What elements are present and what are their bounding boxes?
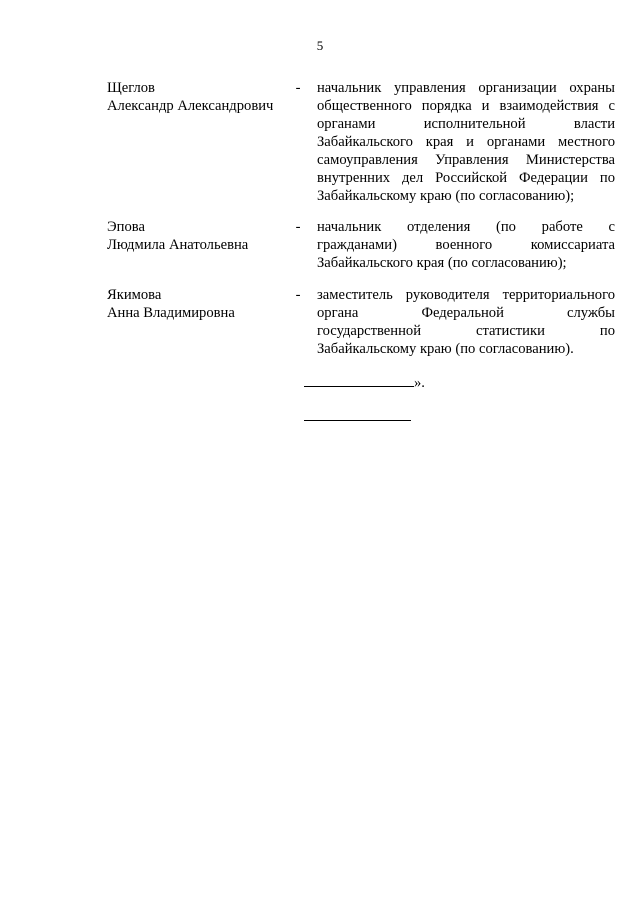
position-line: начальник управления организации охраны: [317, 80, 615, 96]
member-given-names: Александр Александрович: [107, 98, 274, 114]
member-surname: Якимова: [107, 287, 162, 303]
member-position: [317, 79, 615, 205]
closing-quote-mark: ».: [414, 375, 425, 391]
position-line: внутренних дел Российской Федерации по: [317, 170, 615, 186]
member-given-names: Анна Владимировна: [107, 305, 235, 321]
entry-dash: -: [295, 287, 301, 303]
entry-dash: -: [295, 219, 301, 235]
entry-dash: -: [295, 80, 301, 96]
position-line: самоуправления Управления Министерства: [317, 152, 615, 168]
member-surname: Щеглов: [107, 80, 155, 96]
position-line: начальник отделения (по работе с: [317, 219, 615, 235]
position-line: Забайкальского края и органами местного: [317, 134, 615, 150]
position-line: государственной статистики по: [317, 323, 615, 339]
position-line: органами исполнительной власти: [317, 116, 615, 132]
position-line: общественного порядка и взаимодействия с: [317, 98, 615, 114]
end-separator-line: [304, 420, 411, 421]
position-line: заместитель руководителя территориального: [317, 287, 615, 303]
closing-underline: [304, 372, 414, 387]
member-name: [107, 79, 287, 115]
member-given-names: Людмила Анатольевна: [107, 237, 249, 253]
closing-line: [304, 372, 425, 392]
position-line: Забайкальского края (по согласованию);: [317, 255, 567, 271]
member-position: [317, 286, 615, 358]
member-name: [107, 286, 287, 322]
position-line: органа Федеральной службы: [317, 305, 615, 321]
member-name: [107, 218, 287, 254]
position-line: гражданами) военного комиссариата: [317, 237, 615, 253]
page-number: 5: [316, 38, 324, 53]
position-line: Забайкальскому краю (по согласованию);: [317, 188, 575, 204]
member-position: [317, 218, 615, 272]
position-line: Забайкальскому краю (по согласованию).: [317, 341, 574, 357]
member-surname: Эпова: [107, 219, 145, 235]
